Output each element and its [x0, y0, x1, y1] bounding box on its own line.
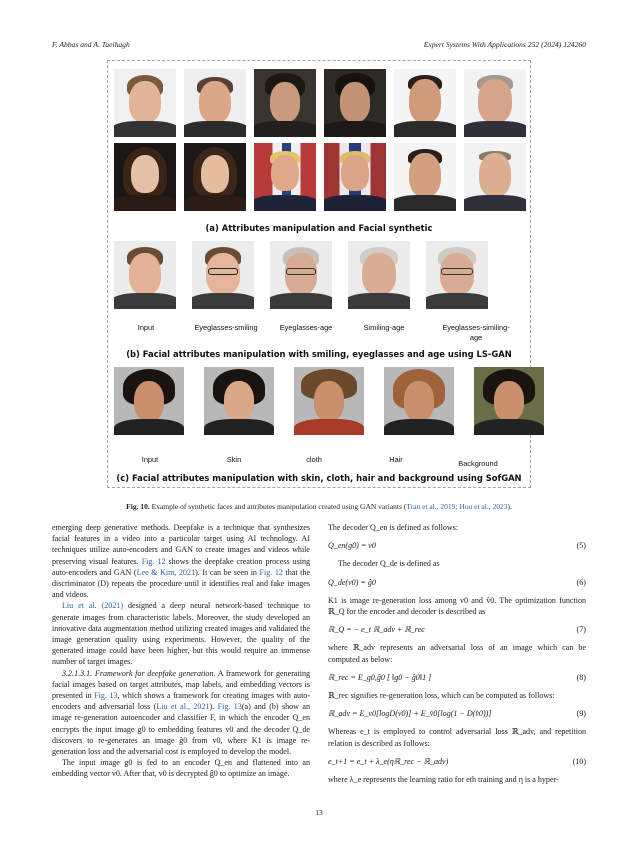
paragraph: Liu et al. (2021) designed a deep neural network-based technique to generate images from characteristic labels. Moreover, the study developed an innovative data augmentation method utilizing created images and validated the image generation quality using experiments. However, the quality of the generated image could have been higher, but this would require an immense number of target images.: [52, 601, 310, 667]
face-image: [204, 367, 274, 435]
face-image: [348, 241, 410, 309]
figure-link[interactable]: Fig. 12: [259, 567, 283, 577]
face-image: [474, 367, 544, 435]
citation-link[interactable]: Liu et al. (2021): [62, 601, 124, 611]
face-image: [114, 69, 176, 137]
running-header-authors: F. Abbas and A. Taeihagh: [52, 40, 130, 49]
figure-link[interactable]: Fig. 12: [141, 556, 166, 566]
face-image: [114, 367, 184, 435]
equation-6: Q_de(v0) = ĝ0 (6): [328, 577, 586, 587]
label-c-input: Input: [141, 455, 159, 464]
face-row-b: [114, 241, 496, 309]
section-b-caption: (b) Facial attributes manipulation with smiling, eyeglasses and age using LS-GAN: [126, 349, 512, 359]
paragraph: emerging deep generative methods. Deepfake is a technique that synthesizes facial features in a video into a particular target using AI technology. AI techniques utilize auto-encoders and GAN to create images and videos while preserving visual features. Fig. 12 shows the deepfake creation process using auto-encoders and GAN (Lee & Kim, 2021). It can be seen in Fig. 12 that the discriminator (D) repeats the procedure until it identifies real and fake images and videos.: [52, 523, 311, 600]
running-header-journal: Expert Systems With Applications 252 (2024) 124260: [423, 40, 586, 49]
label-c-hair: Hair: [389, 455, 403, 464]
face-image: [384, 367, 454, 435]
citation-link[interactable]: Tran et al., 2019; Hou et al., 2023: [406, 502, 508, 511]
label-b-eyeglasses-age: Eyeglasses-age: [279, 323, 333, 332]
label-c-background: Background: [458, 459, 498, 468]
citation-link[interactable]: Lee & Kim, 2021: [136, 567, 196, 577]
figure-link[interactable]: Fig. 13: [94, 691, 118, 701]
paragraph: K1 is image re-generation loss among v0 and v̂0. The optimization function ℝ_Q for the encoder and decoder is described as: [328, 595, 586, 617]
face-image: [394, 69, 456, 137]
label-b-eyeglasses-smiling: Eyeglasses-smiling: [194, 323, 258, 332]
label-b-input: Input: [137, 323, 155, 332]
paragraph: 3.2.1.3.1. Framework for deepfake generation. A framework for generating facial images based on target attributes, map labels, and embedding vectors is presented in Fig. 13, which shows a framework for creating images with auto-encoders and adversarial loss (Liu et al., 2021). Fig. 13(a) and (b) show an image re-generation autoencoder and classifier F, in which the encoder Q_en encrypts the input image g0 to embedding features v0 and the decoder Q_de discovers to re-generates an image ĝ0 from v0, where K1 is image re-generation loss and the adversarial cost is employed to develop the model.: [52, 668, 311, 757]
equation-10: e_t+1 = e_t + λ_e(ηℝ_rec − ℝ_adv) (10): [328, 756, 586, 766]
figure-caption: Fig. 10. Example of synthetic faces and attributes manipulation created using GAN variants (Tran et al., 2019; Hou et al., 2023).: [126, 502, 512, 511]
figure-link[interactable]: Fig. 13: [217, 702, 242, 712]
face-image: [184, 143, 246, 211]
figure-10: [107, 60, 531, 488]
label-c-cloth: cloth: [306, 455, 322, 464]
paragraph: The input image g0 is fed to an encoder Q_en and flattened into an embedding vector v0. After that, v0 is decrypted ĝ0 to optimize an image.: [52, 758, 310, 779]
paragraph: ℝ_rec signifies re-generation loss, which can be computed as follows:: [328, 691, 555, 701]
equation-8: ℝ_rec = E_g0,ĝ0 [ ‖g0 − ĝ0‖1 ] (8): [328, 672, 586, 682]
face-image: [294, 367, 364, 435]
face-row-c: [114, 367, 552, 435]
section-a-caption: (a) Attributes manipulation and Facial synthetic: [205, 223, 433, 233]
paragraph: where ℝ_adv represents an adversarial loss of an image which can be computed as below:: [328, 643, 586, 664]
face-image: [254, 69, 316, 137]
label-c-skin: Skin: [226, 455, 242, 464]
subsection-heading: 3.2.1.3.1. Framework for deepfake generation.: [62, 668, 216, 678]
paragraph: The decoder Q_de is defined as: [338, 559, 440, 569]
face-row-a1: [114, 69, 534, 137]
paragraph: where λ_e represents the learning ratio for eth training and η is a hyper-: [328, 775, 559, 785]
page-number: 13: [315, 808, 323, 817]
paragraph: The decoder Q_en is defined as follows:: [328, 523, 459, 532]
paragraph: Whereas e_t is employed to control adversarial loss ℝ_adv, and repetition relation is described as follows:: [328, 727, 586, 748]
face-image: [114, 143, 176, 211]
section-c-caption: (c) Facial attributes manipulation with skin, cloth, hair and background using SofGAN: [116, 473, 522, 483]
equation-9: ℝ_adv = E_v0[logD(v0)] + E_v̂0[log(1 − D(v̂0))] (9): [328, 709, 586, 719]
face-image: [192, 241, 254, 309]
right-column: [328, 522, 586, 785]
equation-7: ℝ_Q = − e_t ℝ_adv + ℝ_rec (7): [328, 625, 586, 635]
face-image: [184, 69, 246, 137]
face-image: [426, 241, 488, 309]
equation-5: Q_en(g0) = v0 (5): [328, 541, 586, 551]
label-b-eyeglasses-similing-age: Eyeglasses-similing-: [442, 323, 510, 332]
face-image: [324, 143, 386, 211]
face-image: [464, 69, 526, 137]
face-image: [254, 143, 316, 211]
label-b-eyeglasses-similing-age-line2: age: [469, 333, 483, 342]
face-image: [270, 241, 332, 309]
face-image: [394, 143, 456, 211]
face-image: [464, 143, 526, 211]
label-b-similing-age: Similing-age: [363, 323, 405, 332]
left-column: [52, 522, 310, 780]
face-image: [324, 69, 386, 137]
face-row-a2: [114, 143, 534, 211]
face-image: [114, 241, 176, 309]
citation-link[interactable]: Liu et al., 2021: [156, 702, 210, 712]
